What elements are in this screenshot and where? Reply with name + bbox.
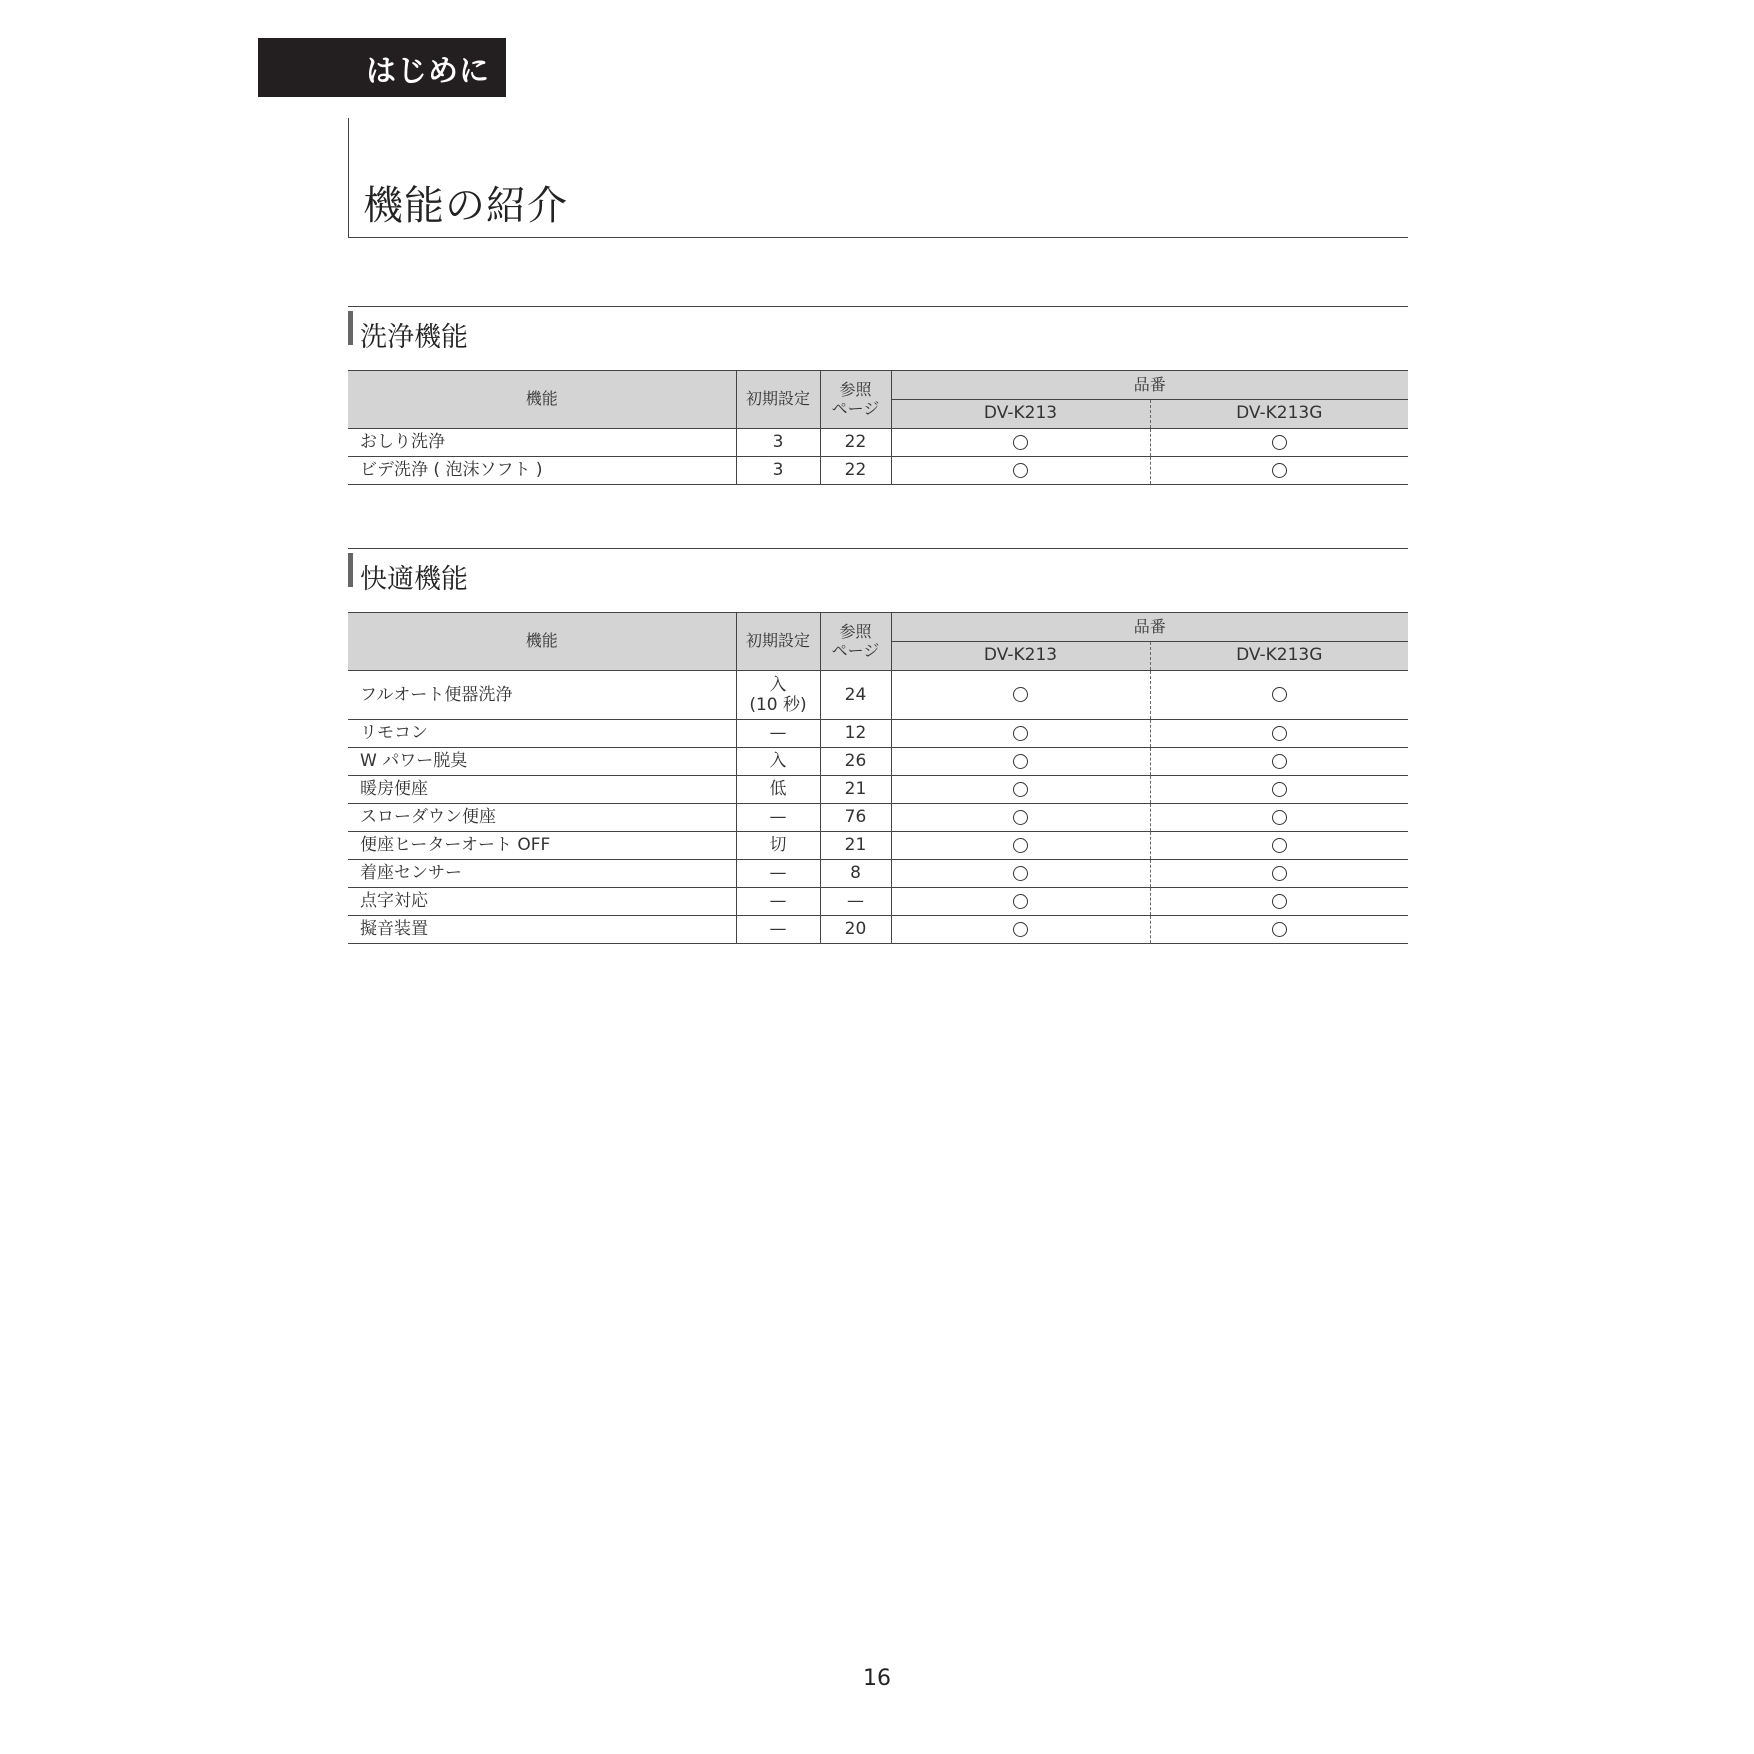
table-row xyxy=(348,671,1408,720)
page-title: 機能の紹介 xyxy=(363,183,568,229)
function-name: リモコン xyxy=(348,720,736,748)
header-ref-line1: 参照 xyxy=(839,380,872,400)
initial-setting: 3 xyxy=(736,429,820,457)
header-ref-line2: ページ xyxy=(831,640,880,660)
header-model-group: 品番 xyxy=(891,371,1408,400)
table-row xyxy=(348,720,1408,748)
available-mark-icon xyxy=(1272,754,1287,769)
header-function: 機能 xyxy=(348,613,736,671)
table-row xyxy=(348,888,1408,916)
initial-setting: — xyxy=(736,720,820,748)
initial-setting: — xyxy=(736,916,820,944)
function-name: 擬音装置 xyxy=(348,916,736,944)
function-name: ビデ洗浄 ( 泡沫ソフト ) xyxy=(348,457,736,485)
section-title: 洗浄機能 xyxy=(360,322,468,353)
available-mark-icon xyxy=(1013,894,1028,909)
function-name: フルオート便器洗浄 xyxy=(348,671,736,720)
header-model2: DV-K213G xyxy=(1150,400,1408,429)
initial-setting: — xyxy=(736,804,820,832)
available-mark-icon xyxy=(1272,838,1287,853)
header-model1: DV-K213 xyxy=(891,400,1150,429)
initial-setting-line2: (10 秒) xyxy=(749,695,807,715)
section-header xyxy=(348,306,1408,353)
section-title: 快適機能 xyxy=(360,564,468,595)
available-mark-icon xyxy=(1272,463,1287,478)
initial-setting: — xyxy=(736,860,820,888)
available-mark-icon xyxy=(1013,726,1028,741)
ref-page: 20 xyxy=(820,916,891,944)
chapter-tab xyxy=(258,38,506,97)
available-mark-icon xyxy=(1013,463,1028,478)
initial-setting: 低 xyxy=(736,776,820,804)
available-mark-icon xyxy=(1013,838,1028,853)
available-mark-icon xyxy=(1272,687,1287,702)
available-mark-icon xyxy=(1013,687,1028,702)
function-name: W パワー脱臭 xyxy=(348,748,736,776)
table-row xyxy=(348,804,1408,832)
table-row xyxy=(348,776,1408,804)
function-name: おしり洗浄 xyxy=(348,429,736,457)
function-name: 便座ヒーターオート OFF xyxy=(348,832,736,860)
header-model-group: 品番 xyxy=(891,613,1408,642)
initial-setting-line1: 入 xyxy=(769,674,787,695)
table-row xyxy=(348,916,1408,944)
initial-setting xyxy=(736,671,820,720)
available-mark-icon xyxy=(1272,810,1287,825)
table-row xyxy=(348,832,1408,860)
section-cleaning xyxy=(348,306,1408,481)
section-comfort xyxy=(348,548,1408,940)
page-number: 16 xyxy=(863,1666,891,1691)
initial-setting: — xyxy=(736,888,820,916)
ref-page: — xyxy=(820,888,891,916)
available-mark-icon xyxy=(1013,866,1028,881)
available-mark-icon xyxy=(1013,922,1028,937)
ref-page: 21 xyxy=(820,776,891,804)
ref-page: 8 xyxy=(820,860,891,888)
available-mark-icon xyxy=(1272,894,1287,909)
ref-page: 26 xyxy=(820,748,891,776)
available-mark-icon xyxy=(1013,435,1028,450)
header-model1: DV-K213 xyxy=(891,642,1150,671)
comfort-table xyxy=(348,612,1408,944)
initial-setting: 3 xyxy=(736,457,820,485)
ref-page: 22 xyxy=(820,457,891,485)
table-row xyxy=(348,748,1408,776)
title-block xyxy=(348,118,1408,238)
function-name: 暖房便座 xyxy=(348,776,736,804)
available-mark-icon xyxy=(1272,866,1287,881)
ref-page: 76 xyxy=(820,804,891,832)
function-name: 点字対応 xyxy=(348,888,736,916)
table-row xyxy=(348,860,1408,888)
available-mark-icon xyxy=(1272,726,1287,741)
ref-page: 24 xyxy=(820,671,891,720)
available-mark-icon xyxy=(1013,782,1028,797)
available-mark-icon xyxy=(1272,922,1287,937)
function-name: 着座センサー xyxy=(348,860,736,888)
table-row xyxy=(348,457,1408,485)
chapter-label: はじめに xyxy=(366,53,490,89)
initial-setting: 切 xyxy=(736,832,820,860)
header-model2: DV-K213G xyxy=(1150,642,1408,671)
section-header xyxy=(348,548,1408,595)
header-ref-line2: ページ xyxy=(831,398,880,418)
header-ref-line1: 参照 xyxy=(839,622,872,642)
cleaning-table xyxy=(348,370,1408,485)
header-ref xyxy=(820,613,891,671)
available-mark-icon xyxy=(1272,435,1287,450)
ref-page: 21 xyxy=(820,832,891,860)
available-mark-icon xyxy=(1013,810,1028,825)
header-function: 機能 xyxy=(348,371,736,429)
initial-setting: 入 xyxy=(736,748,820,776)
table-row xyxy=(348,429,1408,457)
header-ref xyxy=(820,371,891,429)
function-name: スローダウン便座 xyxy=(348,804,736,832)
header-initial: 初期設定 xyxy=(736,613,820,671)
available-mark-icon xyxy=(1013,754,1028,769)
section-marker xyxy=(348,553,353,587)
section-marker xyxy=(348,311,353,345)
available-mark-icon xyxy=(1272,782,1287,797)
ref-page: 12 xyxy=(820,720,891,748)
header-initial: 初期設定 xyxy=(736,371,820,429)
ref-page: 22 xyxy=(820,429,891,457)
